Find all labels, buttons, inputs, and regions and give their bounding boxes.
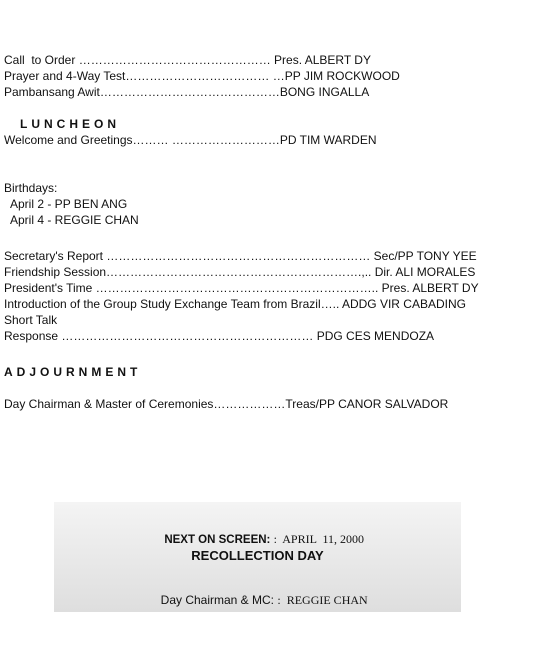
adjournment-heading: ADJOURNMENT [4, 365, 142, 379]
birthdays-heading: Birthdays: [4, 181, 58, 195]
next-on-screen-label: NEXT ON SCREEN: [164, 534, 274, 546]
next-event-title: RECOLLECTION DAY [191, 548, 324, 563]
agenda-item-welcome: Welcome and Greetings……… ………………………PD TIM WARDEN [4, 133, 377, 147]
luncheon-heading: LUNCHEON [20, 117, 120, 131]
agenda-item-gse-introduction: Introduction of the Group Study Exchange Team from Brazil….. ADDG VIR CABADING [4, 297, 466, 311]
next-event-chairman-name: : REGGIE CHAN [277, 593, 368, 607]
next-event-chairman-row [54, 579, 461, 622]
agenda-item-call-to-order: Call to Order ………………………………………… Pres. ALBERT DY [4, 53, 371, 67]
agenda-item-day-chairman: Day Chairman & Master of Ceremonies………………Treas/PP CANOR SALVADOR [4, 397, 449, 411]
agenda-item-prayer: Prayer and 4-Way Test……………………………… …PP JIM ROCKWOOD [4, 69, 400, 83]
birthday-item: April 4 - REGGIE CHAN [4, 213, 139, 227]
next-on-screen-card [54, 502, 461, 612]
next-event-chairman-label: Day Chairman & MC: [160, 593, 278, 607]
agenda-item-anthem: Pambansang Awit………………………………………BONG INGALLA [4, 85, 370, 99]
agenda-item-short-talk: Short Talk [4, 313, 58, 327]
agenda-item-response: Response ……………………………………………………… PDG CES MENDOZA [4, 329, 435, 343]
agenda-item-secretary-report: Secretary's Report ………………………………………………………… Sec/PP TONY YEE [4, 249, 477, 263]
agenda-item-friendship-session: Friendship Session……………………………………………………….,.. Dir. ALI MORALES [4, 265, 476, 279]
birthday-item: April 2 - PP BEN ANG [4, 197, 128, 211]
next-on-screen-date: : APRIL 11, 2000 [273, 532, 365, 546]
agenda-item-presidents-time: President's Time …………………………………………………………….. Pres. ALBERT DY [4, 281, 479, 295]
